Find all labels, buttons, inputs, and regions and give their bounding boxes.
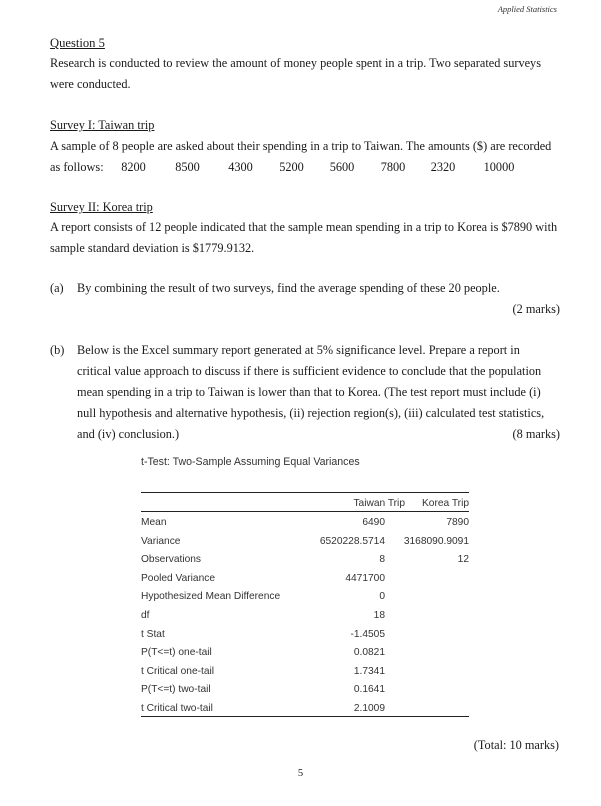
question-title xyxy=(50,33,560,54)
survey2-line1: A report consists of 12 people indicated that the sample mean spending in a trip to Korea is $7890 with xyxy=(50,220,558,234)
row-taiwan-value: 4471700 xyxy=(345,572,385,584)
col-head-korea: Korea Trip xyxy=(422,498,469,509)
part-a-marks: (2 marks) xyxy=(512,302,560,316)
as-follows-label: as follows: xyxy=(50,160,104,174)
part-b-marks: (8 marks) xyxy=(512,427,560,441)
row-label: Hypothesized Mean Difference xyxy=(141,591,281,603)
table-row xyxy=(141,552,469,571)
row-taiwan-value: 0 xyxy=(379,591,385,603)
table-header-rule xyxy=(141,511,469,512)
part-b-line5: and (iv) conclusion.) xyxy=(77,427,180,441)
row-label: Pooled Variance xyxy=(141,572,216,584)
question-intro-line2: were conducted. xyxy=(50,77,131,91)
table-row xyxy=(141,571,469,590)
row-taiwan-value: 8 xyxy=(379,554,385,566)
part-a xyxy=(50,278,560,320)
table-row xyxy=(141,645,469,664)
survey1-heading xyxy=(50,115,560,136)
part-b-last-line xyxy=(77,424,560,445)
question-intro-line1: Research is conducted to review the amount of money people spent in a trip. Two separated surveys xyxy=(50,56,541,70)
col-head-taiwan: Taiwan Trip xyxy=(353,498,405,509)
row-label: Variance xyxy=(141,535,181,547)
table-row xyxy=(141,515,469,534)
part-b-line1: Below is the Excel summary report generated at 5% significance level. Prepare a report in xyxy=(77,343,520,357)
row-taiwan-value: 0.1641 xyxy=(353,684,385,696)
amount-item: 8500 xyxy=(175,160,200,174)
survey2-line2: sample standard deviation is $1779.9132. xyxy=(50,241,255,255)
part-a-text: By combining the result of two surveys, find the average spending of these 20 people. xyxy=(77,281,500,295)
survey2-heading-text: Survey II: Korea trip xyxy=(50,200,153,214)
excel-title: t-Test: Two-Sample Assuming Equal Variances xyxy=(141,456,360,468)
row-korea-value: 3168090.9091 xyxy=(403,535,469,547)
table-row xyxy=(141,589,469,608)
row-taiwan-value: 0.0821 xyxy=(353,647,385,659)
survey1-line1: A sample of 8 people are asked about their spending in a trip to Taiwan. The amounts ($) are recorded xyxy=(50,139,552,153)
table-bottom-rule xyxy=(141,716,469,717)
row-taiwan-value: 2.1009 xyxy=(353,702,385,714)
row-taiwan-value: 6490 xyxy=(362,517,385,528)
row-label: df xyxy=(141,609,150,621)
amount-item: 7800 xyxy=(380,160,406,174)
part-b-line4: null hypothesis and alternative hypothesis, (ii) rejection region(s), (iii) calculated test statistics, xyxy=(77,406,545,420)
amount-item: 5600 xyxy=(329,160,355,174)
running-header: Applied Statistics xyxy=(497,4,557,14)
survey1-heading-text: Survey I: Taiwan trip xyxy=(50,118,155,132)
amount-item: 5200 xyxy=(279,160,304,174)
table-row xyxy=(141,608,469,627)
amount-item: 10000 xyxy=(483,160,515,174)
part-b-line3: mean spending in a trip to Taiwan is lower than that to Korea. (The test report must include (i) xyxy=(77,385,541,399)
total-marks: (Total: 10 marks) xyxy=(473,738,559,752)
part-b-label: (b) xyxy=(50,343,65,357)
table-row xyxy=(141,664,469,683)
survey1-amounts xyxy=(50,157,560,178)
row-korea-value: 7890 xyxy=(446,517,469,528)
row-label: Mean xyxy=(141,517,167,528)
part-a-label: (a) xyxy=(50,281,64,295)
question-title-text: Question 5 xyxy=(50,36,105,50)
row-korea-value: 12 xyxy=(457,554,469,566)
table-body xyxy=(141,515,469,720)
part-b-line2: critical value approach to discuss if there is sufficient evidence to conclude that the population xyxy=(77,364,542,378)
survey2-heading xyxy=(50,197,560,218)
row-taiwan-value: 6520228.5714 xyxy=(319,535,385,547)
row-label: P(T<=t) two-tail xyxy=(141,684,211,696)
row-label: t Critical two-tail xyxy=(141,702,213,714)
table-row xyxy=(141,534,469,553)
table-top-rule xyxy=(141,492,469,493)
page-number: 5 xyxy=(297,768,304,779)
row-label: t Stat xyxy=(141,628,165,640)
row-taiwan-value: 1.7341 xyxy=(353,665,385,677)
row-label: t Critical one-tail xyxy=(141,665,215,677)
row-taiwan-value: 18 xyxy=(373,609,385,621)
amount-item: 4300 xyxy=(228,160,253,174)
table-row xyxy=(141,627,469,646)
part-b xyxy=(50,340,560,445)
table-row xyxy=(141,682,469,701)
row-label: Observations xyxy=(141,554,202,566)
amount-item: 2320 xyxy=(430,160,456,174)
amount-item: 8200 xyxy=(121,160,146,174)
row-taiwan-value: -1.4505 xyxy=(350,628,385,640)
row-label: P(T<=t) one-tail xyxy=(141,647,212,659)
